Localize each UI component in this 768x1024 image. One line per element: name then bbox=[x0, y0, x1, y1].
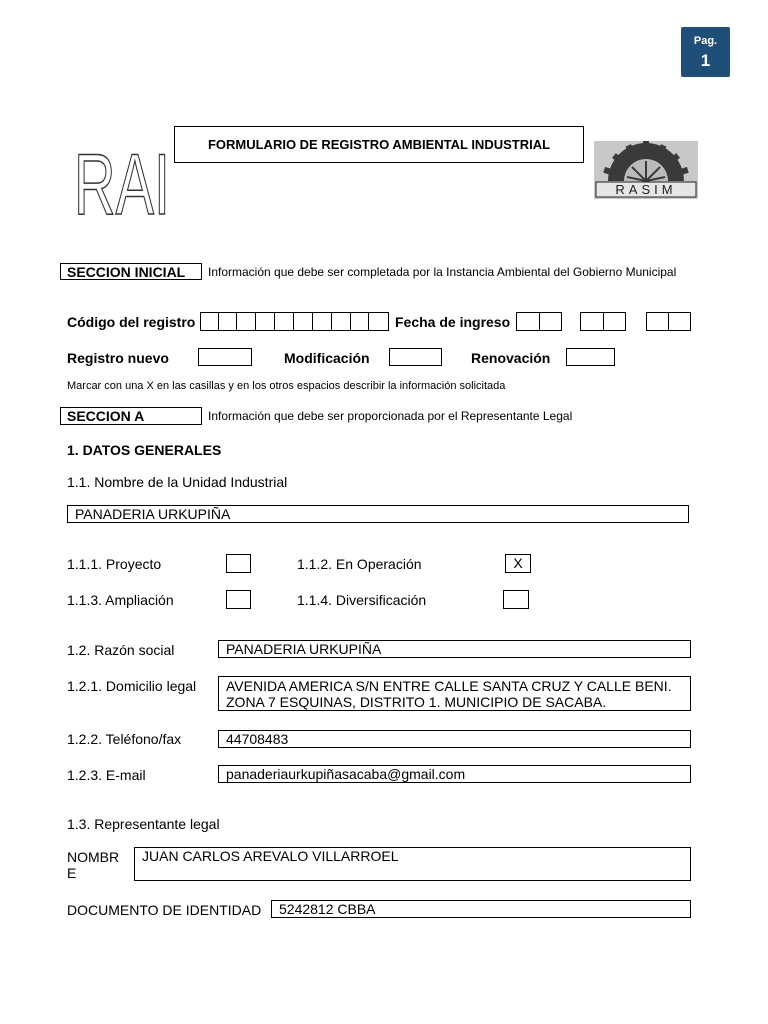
rai-logo bbox=[72, 137, 172, 233]
seccion-a-description: Información que debe ser proporcionada por el Representante Legal bbox=[208, 409, 573, 423]
fecha-anio-field[interactable] bbox=[646, 312, 691, 331]
fecha-ingreso-label: Fecha de ingreso bbox=[395, 314, 511, 330]
diversificacion-checkbox[interactable] bbox=[503, 590, 529, 609]
form-title: FORMULARIO DE REGISTRO AMBIENTAL INDUSTRIAL bbox=[207, 137, 551, 152]
proyecto-checkbox[interactable] bbox=[226, 554, 251, 573]
razon-social-label: 1.2. Razón social bbox=[67, 642, 175, 658]
razon-social-field[interactable]: PANADERIA URKUPIÑA bbox=[218, 640, 691, 658]
page-number: 1 bbox=[700, 51, 711, 70]
page-number-badge bbox=[681, 27, 730, 77]
seccion-a-label: SECCION A bbox=[67, 408, 145, 424]
modificacion-label: Modificación bbox=[284, 350, 370, 366]
renovacion-label: Renovación bbox=[471, 350, 551, 366]
seccion-inicial-box bbox=[60, 263, 202, 280]
seccion-inicial-label: SECCION INICIAL bbox=[67, 264, 186, 280]
domicilio-field[interactable] bbox=[218, 676, 691, 711]
fecha-dia-field[interactable] bbox=[516, 312, 562, 331]
ampliacion-label: 1.1.3. Ampliación bbox=[67, 592, 174, 608]
codigo-registro-label: Código del registro bbox=[67, 314, 196, 330]
nombre-label-line-2: E bbox=[67, 865, 77, 881]
domicilio-label: 1.2.1. Domicilio legal bbox=[67, 678, 197, 694]
domicilio-line-1: AVENIDA AMERICA S/N ENTRE CALLE SANTA CRUZ Y CALLE BENI. bbox=[226, 678, 672, 694]
telefono-field[interactable]: 44708483 bbox=[218, 730, 691, 748]
nombre-unidad-label: 1.1. Nombre de la Unidad Industrial bbox=[67, 474, 288, 490]
codigo-registro-field[interactable] bbox=[200, 312, 389, 331]
email-field[interactable]: panaderiaurkupiñasacaba@gmail.com bbox=[218, 765, 691, 783]
registro-nuevo-checkbox[interactable] bbox=[198, 348, 252, 366]
proyecto-label: 1.1.1. Proyecto bbox=[67, 556, 162, 572]
domicilio-line-2: ZONA 7 ESQUINAS, DISTRITO 1. MUNICIPIO DE SACABA. bbox=[226, 694, 607, 710]
modificacion-checkbox[interactable] bbox=[389, 348, 442, 366]
page-label: Pag. bbox=[693, 35, 718, 47]
form-title-box bbox=[174, 126, 584, 163]
en-operacion-checkbox[interactable]: X bbox=[505, 554, 531, 573]
datos-generales-heading: 1. DATOS GENERALES bbox=[67, 442, 222, 458]
documento-field[interactable]: 5242812 CBBA bbox=[271, 900, 691, 918]
telefono-label: 1.2.2. Teléfono/fax bbox=[67, 731, 182, 747]
diversificacion-label: 1.1.4. Diversificación bbox=[297, 592, 427, 608]
rasim-logo-text: RASIM bbox=[615, 182, 677, 197]
en-operacion-label: 1.1.2. En Operación bbox=[297, 556, 422, 572]
email-label: 1.2.3. E-mail bbox=[67, 767, 146, 783]
seccion-a-box bbox=[60, 407, 202, 425]
ampliacion-checkbox[interactable] bbox=[226, 590, 251, 609]
fecha-mes-field[interactable] bbox=[580, 312, 626, 331]
representante-label: 1.3. Representante legal bbox=[67, 816, 220, 832]
nombre-label-line-1: NOMBR bbox=[67, 849, 120, 865]
seccion-inicial-description: Información que debe ser completada por la Instancia Ambiental del Gobierno Municipal bbox=[208, 265, 677, 279]
registro-nuevo-label: Registro nuevo bbox=[67, 350, 169, 366]
rai-logo-text: RAI bbox=[74, 137, 170, 233]
instruction-text: Marcar con una X en las casillas y en los otros espacios describir la información solicitada bbox=[67, 380, 506, 392]
nombre-unidad-field[interactable]: PANADERIA URKUPIÑA bbox=[67, 505, 689, 523]
nombre-representante-field[interactable]: JUAN CARLOS AREVALO VILLARROEL bbox=[134, 847, 691, 881]
rasim-logo bbox=[594, 141, 698, 199]
documento-label: DOCUMENTO DE IDENTIDAD bbox=[67, 902, 262, 918]
renovacion-checkbox[interactable] bbox=[566, 348, 615, 366]
